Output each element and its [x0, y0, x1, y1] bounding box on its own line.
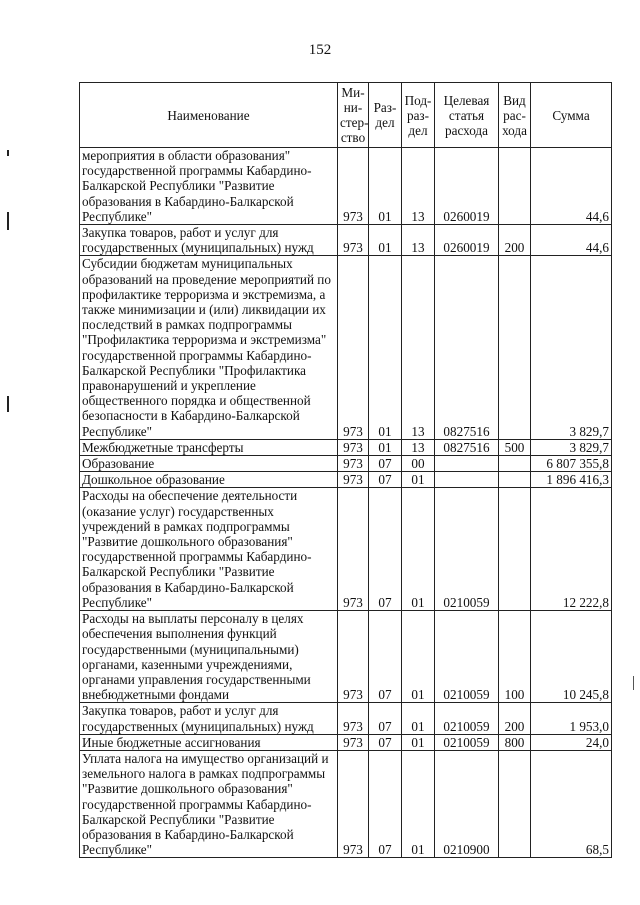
cell-target	[435, 456, 499, 472]
cell-subsection: 01	[402, 611, 435, 703]
cell-section: 01	[369, 439, 402, 455]
cell-target: 0210900	[435, 750, 499, 857]
cell-ministry: 973	[338, 488, 369, 611]
cell-subsection: 00	[402, 456, 435, 472]
cell-exp-type: 200	[499, 225, 531, 256]
cell-subsection: 01	[402, 703, 435, 734]
table-header	[80, 83, 612, 148]
cell-name: Иные бюджетные ассигнования	[80, 734, 338, 750]
cell-section: 07	[369, 734, 402, 750]
cell-target: 0827516	[435, 256, 499, 439]
cell-target	[435, 472, 499, 488]
cell-ministry: 973	[338, 456, 369, 472]
cell-amount: 1 953,0	[531, 703, 612, 734]
cell-amount: 3 829,7	[531, 256, 612, 439]
cell-ministry: 973	[338, 750, 369, 857]
cell-amount: 10 245,8	[531, 611, 612, 703]
cell-target: 0210059	[435, 488, 499, 611]
cell-amount: 3 829,7	[531, 439, 612, 455]
cell-amount: 44,6	[531, 225, 612, 256]
header-amount: Сумма	[531, 83, 612, 148]
table-row	[80, 472, 612, 488]
cell-target: 0827516	[435, 439, 499, 455]
table-row	[80, 148, 612, 225]
header-target: Целевая статья расхода	[435, 83, 499, 148]
table-row	[80, 611, 612, 703]
header-exp-type: Вид рас- хода	[499, 83, 531, 148]
cell-amount: 44,6	[531, 148, 612, 225]
scan-margin-mark-middle	[7, 212, 9, 230]
cell-target: 0260019	[435, 148, 499, 225]
cell-ministry: 973	[338, 472, 369, 488]
cell-exp-type	[499, 256, 531, 439]
table-row	[80, 488, 612, 611]
cell-ministry: 973	[338, 148, 369, 225]
header-subsection: Под- раз- дел	[402, 83, 435, 148]
cell-subsection: 01	[402, 734, 435, 750]
table-row	[80, 734, 612, 750]
cell-section: 07	[369, 611, 402, 703]
cell-target: 0210059	[435, 734, 499, 750]
cell-ministry: 973	[338, 611, 369, 703]
header-section: Раз- дел	[369, 83, 402, 148]
cell-name: Расходы на выплаты персоналу в целях обеспечения выполнения функций государственными (муниципальными) органами, казенными учреждениями, органами управления государственными внебюджетными фондами	[80, 611, 338, 703]
cell-subsection: 13	[402, 256, 435, 439]
table-row	[80, 256, 612, 439]
cell-exp-type	[499, 148, 531, 225]
cell-name: Субсидии бюджетам муниципальных образований на проведение мероприятий по профилактике терроризма и экстремизма, а также минимизации и (или) ликвидации их последствий в рамках подпрограммы "Профилактика терроризма и экстремизма" государственной программы Кабардино-Балкарской Республики "Профилактика правонарушений и укрепление общественного порядка и общественной безопасности в Кабардино-Балкарской Республике"	[80, 256, 338, 439]
cell-name: Закупка товаров, работ и услуг для государственных (муниципальных) нужд	[80, 225, 338, 256]
cell-amount: 68,5	[531, 750, 612, 857]
cell-ministry: 973	[338, 734, 369, 750]
table-row	[80, 456, 612, 472]
cell-exp-type	[499, 456, 531, 472]
cell-target: 0260019	[435, 225, 499, 256]
cell-ministry: 973	[338, 225, 369, 256]
cell-ministry: 973	[338, 703, 369, 734]
page-number: 152	[308, 42, 332, 58]
cell-section: 07	[369, 456, 402, 472]
cell-amount: 1 896 416,3	[531, 472, 612, 488]
cell-section: 07	[369, 472, 402, 488]
cell-section: 07	[369, 750, 402, 857]
cell-name: Межбюджетные трансферты	[80, 439, 338, 455]
cell-subsection: 13	[402, 439, 435, 455]
cell-name: Дошкольное образование	[80, 472, 338, 488]
table-row	[80, 225, 612, 256]
cell-name: Уплата налога на имущество организаций и земельного налога в рамках подпрограммы "Развитие дошкольного образования" государственной программы Кабардино-Балкарской Республики "Развитие образования в Кабардино-Балкарской Республике"	[80, 750, 338, 857]
cell-exp-type	[499, 472, 531, 488]
header-row	[80, 83, 612, 148]
header-name: Наименование	[80, 83, 338, 148]
cell-target: 0210059	[435, 611, 499, 703]
table-row	[80, 439, 612, 455]
cell-exp-type	[499, 488, 531, 611]
cell-amount: 24,0	[531, 734, 612, 750]
cell-subsection: 01	[402, 750, 435, 857]
cell-ministry: 973	[338, 256, 369, 439]
cell-exp-type: 200	[499, 703, 531, 734]
cell-section: 07	[369, 488, 402, 611]
table-row	[80, 703, 612, 734]
budget-table	[79, 82, 612, 858]
table-body	[80, 148, 612, 858]
cell-section: 07	[369, 703, 402, 734]
cell-exp-type: 500	[499, 439, 531, 455]
cell-name: Образование	[80, 456, 338, 472]
cell-name: Закупка товаров, работ и услуг для государственных (муниципальных) нужд	[80, 703, 338, 734]
cell-exp-type	[499, 750, 531, 857]
cell-target: 0210059	[435, 703, 499, 734]
scan-margin-mark-bottom	[7, 396, 9, 412]
cell-subsection: 13	[402, 148, 435, 225]
cell-subsection: 01	[402, 472, 435, 488]
cell-amount: 6 807 355,8	[531, 456, 612, 472]
cell-section: 01	[369, 225, 402, 256]
cell-section: 01	[369, 256, 402, 439]
table-row	[80, 750, 612, 857]
cell-exp-type: 100	[499, 611, 531, 703]
header-ministry: Ми- ни- стер- ство	[338, 83, 369, 148]
cell-name: Расходы на обеспечение деятельности (оказание услуг) государственных учреждений в рамках подпрограммы "Развитие дошкольного образования" государственной программы Кабардино-Балкарской Республики "Развитие образования в Кабардино-Балкарской Республике"	[80, 488, 338, 611]
scan-margin-mark-top	[7, 150, 9, 156]
cell-name: мероприятия в области образования" государственной программы Кабардино-Балкарской Республики "Развитие образования в Кабардино-Балкарской Республике"	[80, 148, 338, 225]
cell-ministry: 973	[338, 439, 369, 455]
cell-subsection: 01	[402, 488, 435, 611]
cell-exp-type: 800	[499, 734, 531, 750]
cell-amount: 12 222,8	[531, 488, 612, 611]
cell-section: 01	[369, 148, 402, 225]
scan-margin-mark-right	[633, 676, 634, 690]
cell-subsection: 13	[402, 225, 435, 256]
